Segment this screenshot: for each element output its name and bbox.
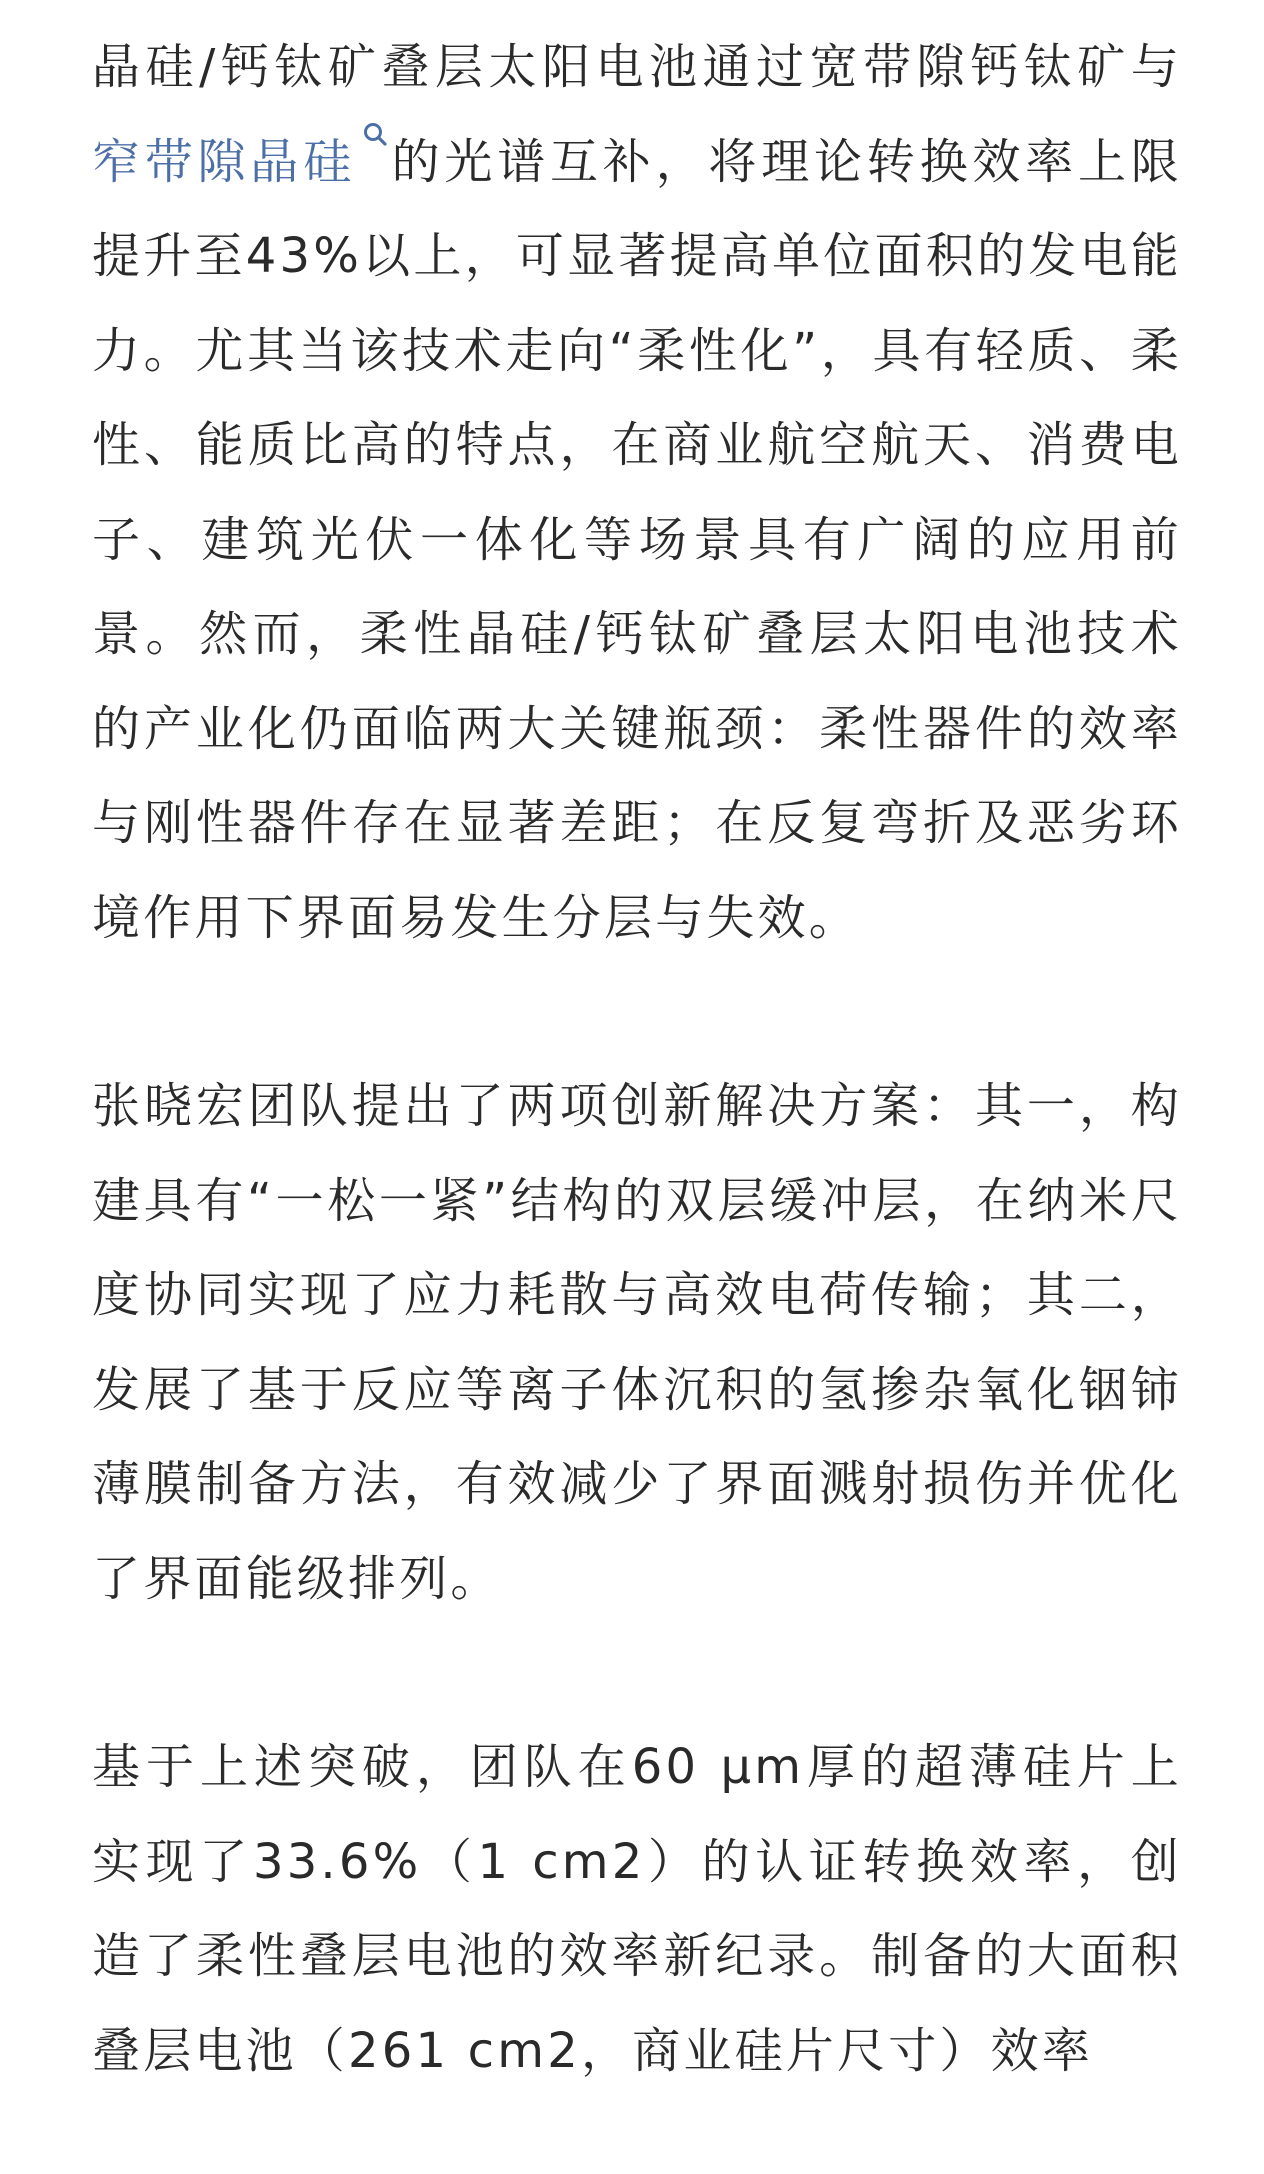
keyword-link-text[interactable]: 窄带隙晶硅 — [92, 133, 356, 190]
article-body — [92, 20, 1182, 2098]
keyword-search-link[interactable] — [92, 134, 390, 190]
paragraph-2: 张晓宏团队提出了两项创新解决方案：其一，构建具有“一松一紧”结构的双层缓冲层，在纳米尺度协同实现了应力耗散与高效电荷传输；其二，发展了基于反应等离子体沉积的氢掺杂氧化铟铈薄膜制备方法，有效减少了界面溅射损伤并优化了界面能级排列。 — [92, 1078, 1182, 1607]
paragraph-3: 基于上述突破，团队在60 μm厚的超薄硅片上实现了33.6%（1 cm2）的认证转换效率，创造了柔性叠层电池的效率新纪录。制备的大面积叠层电池（261 cm2，商业硅片尺寸）效率 — [92, 1739, 1182, 2079]
search-icon[interactable] — [362, 121, 388, 155]
paragraph-1 — [92, 20, 1182, 965]
paragraph-1-text-start: 晶硅/钙钛矿叠层太阳电池通过宽带隙钙钛矿与 — [92, 39, 1182, 95]
paragraph-1-text-end: 的光谱互补，将理论转换效率上限提升至43%以上，可显著提高单位面积的发电能力。尤其当该技术走向“柔性化”，具有轻质、柔性、能质比高的特点，在商业航空航天、消费电子、建筑光伏一体化等场景具有广阔的应用前景。然而，柔性晶硅/钙钛矿叠层太阳电池技术的产业化仍面临两大关键瓶颈：柔性器件的效率与刚性器件存在显著差距；在反复弯折及恶劣环境作用下界面易发生分层与失效。 — [92, 133, 1182, 946]
